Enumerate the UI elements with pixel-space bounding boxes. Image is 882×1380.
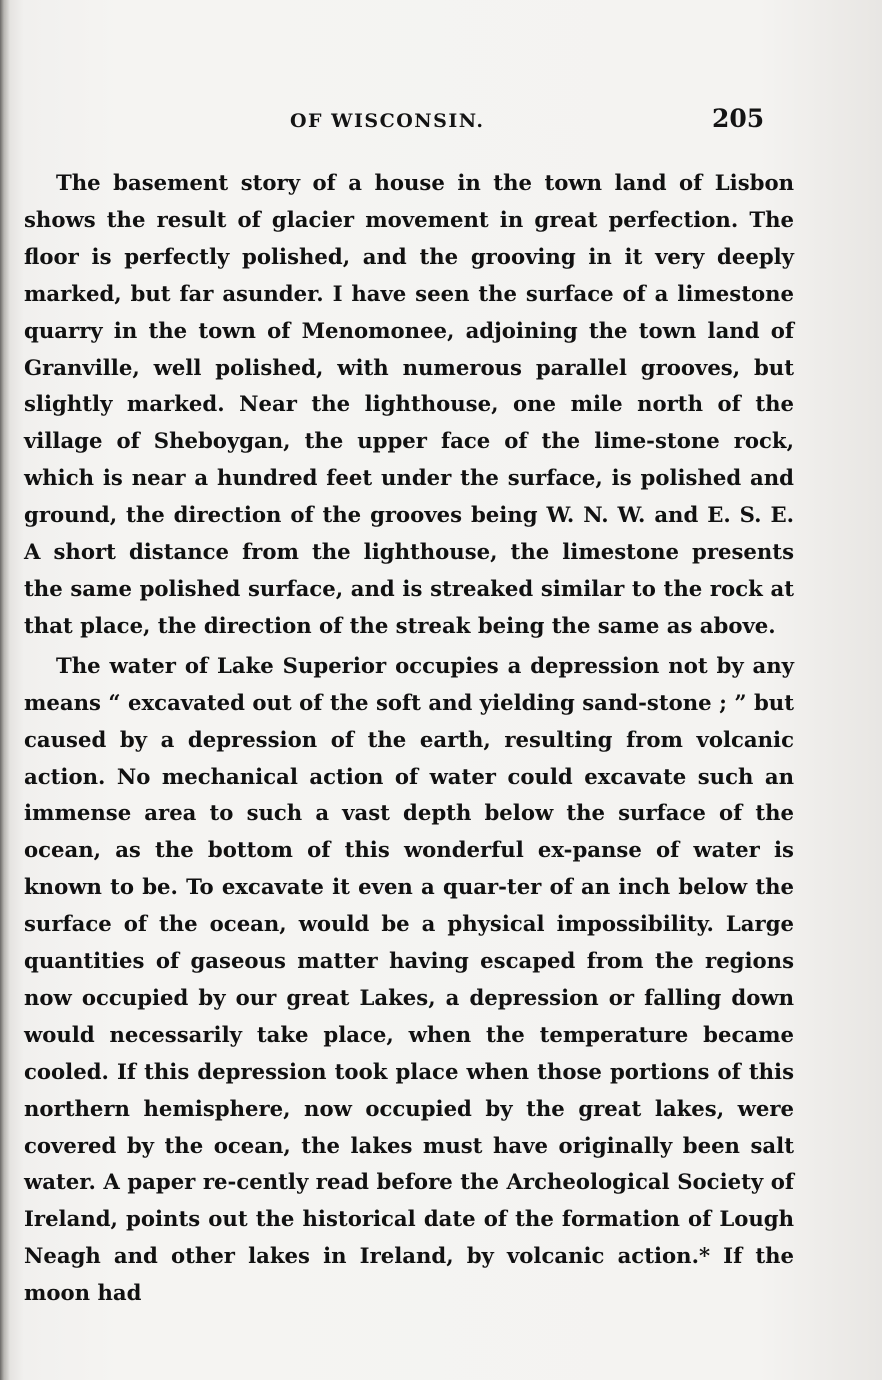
page-gutter-shadow bbox=[0, 0, 10, 1380]
page-number: 205 bbox=[712, 104, 765, 133]
running-title: OF WISCONSIN. bbox=[290, 110, 485, 132]
page-header bbox=[0, 100, 882, 140]
paragraph-lake-superior: The water of Lake Superior occupies a depression not by any means “ excavated out of the soft and yielding sand-stone ; ” but caused by a depression of the earth, resulting from volcanic action. No mechanical action of water could excavate such an immense area to such a vast depth below the surface of the ocean, as the bottom of this wonderful ex-panse of water is known to be. To excavate it even a quar-ter of an inch below the surface of the ocean, would be a physical impossibility. Large quantities of gaseous matter having escaped from the regions now occupied by our great Lakes, a depression or falling down would necessarily take place, when the temperature became cooled. If this depression took place when those portions of this northern hemisphere, now occupied by the great lakes, were covered by the ocean, the lakes must have originally been salt water. A paper re-cently read before the Archeological Society of Ireland, points out the historical date of the formation of Lough Neagh and other lakes in Ireland, by volcanic action.* If the moon had bbox=[24, 652, 794, 1306]
body-text bbox=[24, 165, 794, 1312]
paragraph-glacier-grooves: The basement story of a house in the town land of Lisbon shows the result of glacier movement in great perfection. The floor is perfectly polished, and the grooving in it very deeply marked, but far asunder. I have seen the surface of a limestone quarry in the town of Menomonee, adjoining the town land of Granville, well polished, with numerous parallel grooves, but slightly marked. Near the lighthouse, one mile north of the village of Sheboygan, the upper face of the lime-stone rock, which is near a hundred feet under the surface, is polished and ground, the direction of the grooves being W. N. W. and E. S. E. A short distance from the lighthouse, the limestone presents the same polished surface, and is streaked similar to the rock at that place, the direction of the streak being the same as above. bbox=[24, 170, 794, 638]
